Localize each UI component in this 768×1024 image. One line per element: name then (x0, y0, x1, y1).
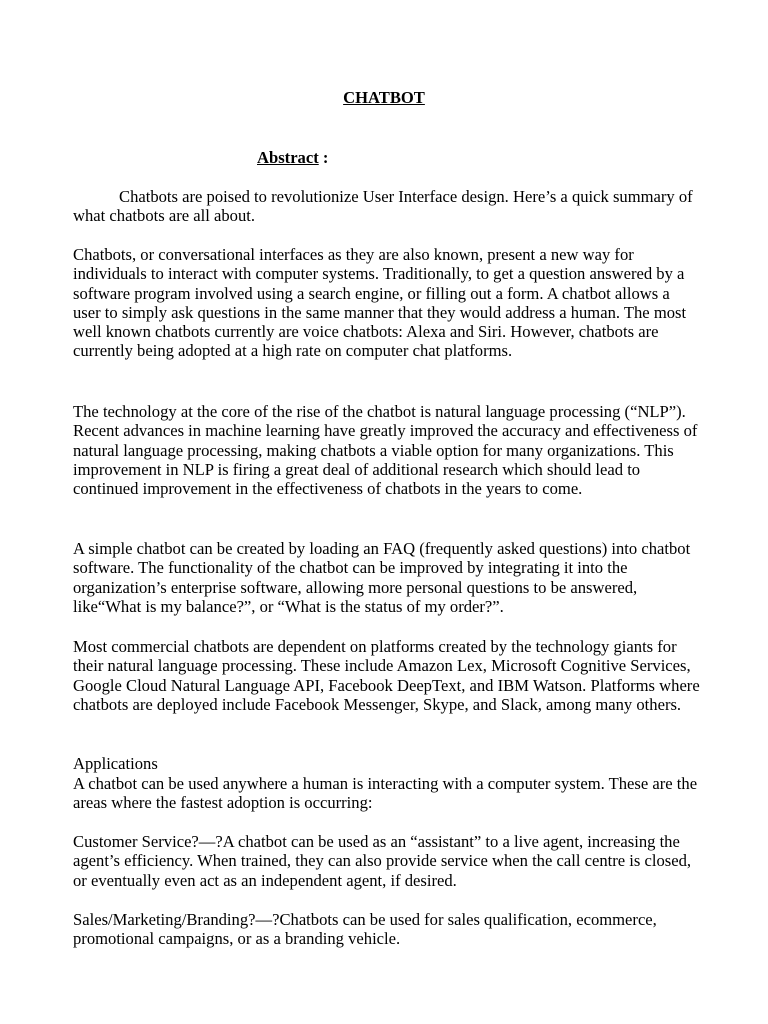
abstract-colon: : (318, 148, 329, 167)
paragraph-simple-chatbot: A simple chatbot can be created by loading an FAQ (frequently asked questions) into chatbot software. The functionality of the chatbot can be improved by integrating it into the organization’s enterprise software, allowing more personal questions to be answered, like“What is my balance?”, or “What is the status of my order?”. (73, 539, 691, 616)
abstract-label: Abstract (257, 148, 319, 167)
paragraph-intro: Chatbots are poised to revolutionize User Interface design. Here’s a quick summary of what chatbots are all about. (73, 187, 693, 226)
paragraph-platforms: Most commercial chatbots are dependent on platforms created by the technology giants for their natural language processing. These include Amazon Lex, Microsoft Cognitive Services, Google Cloud Natural Language API, Facebook DeepText, and IBM Watson. Platforms where chatbots are deployed include Facebook Messenger, Skype, and Slack, among many others. (73, 637, 700, 714)
abstract-heading (257, 148, 328, 167)
section-heading-applications: Applications (73, 754, 158, 773)
paragraph-nlp: The technology at the core of the rise of the chatbot is natural language processing (“NLP”). Recent advances in machine learning have greatly improved the accuracy and effectiveness of natural language processing, making chatbots a viable option for many organizations. This improvement in NLP is firing a great deal of additional research which should lead to continued improvement in the effectiveness of chatbots in the years to come. (73, 402, 698, 499)
paragraph-applications: A chatbot can be used anywhere a human is interacting with a computer system. These are the areas where the fastest adoption is occurring: (73, 774, 698, 813)
paragraph-sales-marketing: Sales/Marketing/Branding?—?Chatbots can be used for sales qualification, ecommerce, promotional campaigns, or as a branding vehicle. (73, 910, 657, 949)
paragraph-customer-service: Customer Service?—?A chatbot can be used as an “assistant” to a live agent, increasing the agent’s efficiency. When trained, they can also provide service when the call centre is closed, or eventually even act as an independent agent, if desired. (73, 832, 692, 890)
document-title: CHATBOT (343, 88, 425, 107)
paragraph-overview: Chatbots, or conversational interfaces as they are also known, present a new way for individuals to interact with computer systems. Traditionally, to get a question answered by a software program involved using a search engine, or filling out a form. A chatbot allows a user to simply ask questions in the same manner that they would address a human. The most well known chatbots currently are voice chatbots: Alexa and Siri. However, chatbots are currently being adopted at a high rate on computer chat platforms. (73, 245, 687, 361)
